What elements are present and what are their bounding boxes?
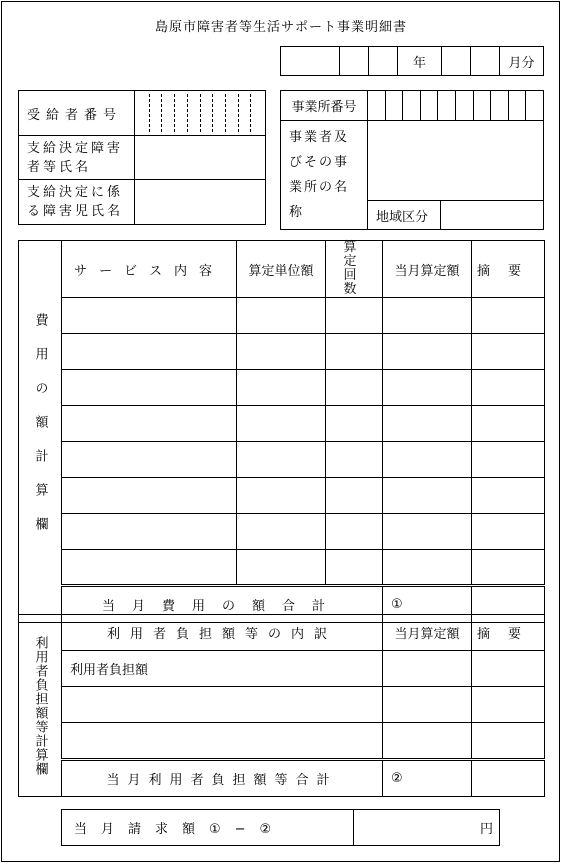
era-cell[interactable]: [281, 47, 340, 76]
burden-cell[interactable]: [62, 687, 383, 723]
burden-header-breakdown: 利用者負担額等の内訳: [62, 615, 383, 651]
cost-cell[interactable]: [62, 478, 237, 514]
cost-cell[interactable]: [237, 550, 326, 586]
cost-cell[interactable]: [237, 514, 326, 550]
cost-cell[interactable]: [326, 478, 383, 514]
cost-cell[interactable]: [472, 550, 545, 586]
cost-cell[interactable]: [326, 370, 383, 406]
recipient-box: [18, 90, 266, 225]
provider-box: [280, 90, 544, 230]
burden-cell[interactable]: [472, 723, 545, 760]
cost-cell[interactable]: [472, 514, 545, 550]
cost-cell[interactable]: [383, 514, 472, 550]
billing-unit: 円: [479, 822, 493, 837]
burden-cell[interactable]: [383, 687, 472, 723]
month-label: 月分: [500, 47, 544, 76]
cost-cell[interactable]: [62, 442, 237, 478]
form-title: 島原市障害者等生活サポート事業明細書: [154, 20, 407, 35]
cost-cell[interactable]: [383, 334, 472, 370]
burden-cell[interactable]: [383, 651, 472, 687]
decided-name-field[interactable]: [135, 136, 266, 180]
cost-cell[interactable]: [472, 478, 545, 514]
cost-cell[interactable]: [237, 334, 326, 370]
cost-table: [18, 240, 545, 623]
cost-total-mark: ①: [391, 597, 403, 612]
cost-cell[interactable]: [383, 478, 472, 514]
cost-side-label: 費用の額計算欄: [19, 241, 62, 623]
cost-cell[interactable]: [472, 334, 545, 370]
cost-cell[interactable]: [62, 514, 237, 550]
cost-cell[interactable]: [237, 478, 326, 514]
year-label: 年: [398, 47, 442, 76]
burden-cell[interactable]: [472, 687, 545, 723]
burden-header-note: 摘要: [472, 615, 545, 651]
cost-header-amount: 当月算定額: [383, 241, 472, 298]
burden-total-note[interactable]: [472, 760, 545, 797]
child-name-label: 支給決定に係る障害児氏名: [19, 180, 135, 225]
burden-row1-label: 利用者負担額: [62, 651, 383, 687]
burden-total-amount[interactable]: [383, 760, 472, 797]
cost-cell[interactable]: [383, 550, 472, 586]
cost-cell[interactable]: [237, 298, 326, 334]
billing-label: 当月請求額①−②: [62, 810, 354, 846]
decided-name-label: 支給決定障害者等氏名: [19, 136, 135, 180]
child-name-field[interactable]: [135, 180, 266, 225]
cost-cell[interactable]: [237, 370, 326, 406]
burden-total-label: 当月利用者負担額等合計: [62, 760, 383, 797]
cost-cell[interactable]: [326, 334, 383, 370]
recipient-number-label: 受給者番号: [27, 107, 123, 123]
cost-cell[interactable]: [472, 370, 545, 406]
billing-box: [61, 809, 500, 846]
cost-cell[interactable]: [62, 406, 237, 442]
cost-cell[interactable]: [383, 370, 472, 406]
burden-side-label: 利用者負担額等計算欄: [19, 615, 62, 797]
cost-header-note: 摘要: [472, 241, 545, 298]
cost-cell[interactable]: [326, 298, 383, 334]
burden-cell[interactable]: [383, 723, 472, 760]
cost-cell[interactable]: [237, 442, 326, 478]
year-month-box: [280, 46, 544, 76]
cost-cell[interactable]: [472, 442, 545, 478]
year-digit-1[interactable]: [340, 47, 369, 76]
recipient-number-field[interactable]: [135, 91, 266, 136]
region-field[interactable]: [441, 201, 543, 229]
cost-cell[interactable]: [383, 442, 472, 478]
cost-cell[interactable]: [383, 298, 472, 334]
cost-cell[interactable]: [237, 406, 326, 442]
burden-cell[interactable]: [472, 651, 545, 687]
month-digit-2[interactable]: [471, 47, 500, 76]
cost-cell[interactable]: [62, 550, 237, 586]
cost-cell[interactable]: [326, 406, 383, 442]
month-digit-1[interactable]: [442, 47, 471, 76]
cost-cell[interactable]: [62, 334, 237, 370]
cost-cell[interactable]: [326, 514, 383, 550]
provider-number-field[interactable]: [368, 91, 544, 121]
cost-cell[interactable]: [472, 406, 545, 442]
cost-header-count: 算定回数: [326, 241, 383, 298]
cost-header-unit: 算定単位額: [237, 241, 326, 298]
burden-header-amount: 当月算定額: [383, 615, 472, 651]
cost-cell[interactable]: [62, 370, 237, 406]
billing-amount-field[interactable]: [354, 810, 500, 846]
year-digit-2[interactable]: [369, 47, 398, 76]
cost-cell[interactable]: [326, 550, 383, 586]
cost-cell[interactable]: [472, 298, 545, 334]
cost-cell[interactable]: [383, 406, 472, 442]
cost-header-service: サービス内容: [62, 241, 237, 298]
cost-cell[interactable]: [62, 298, 237, 334]
cost-cell[interactable]: [326, 442, 383, 478]
burden-table: [18, 614, 545, 797]
burden-cell[interactable]: [62, 723, 383, 760]
provider-name-label: 事業者及びその事業所の名称: [281, 121, 368, 230]
cost-total-label: 当月費用の額合計: [62, 586, 383, 623]
region-label: 地域区分: [368, 201, 441, 229]
provider-number-label: 事業所番号: [281, 91, 368, 121]
burden-total-mark: ②: [391, 771, 403, 786]
provider-name-field[interactable]: [368, 121, 544, 230]
